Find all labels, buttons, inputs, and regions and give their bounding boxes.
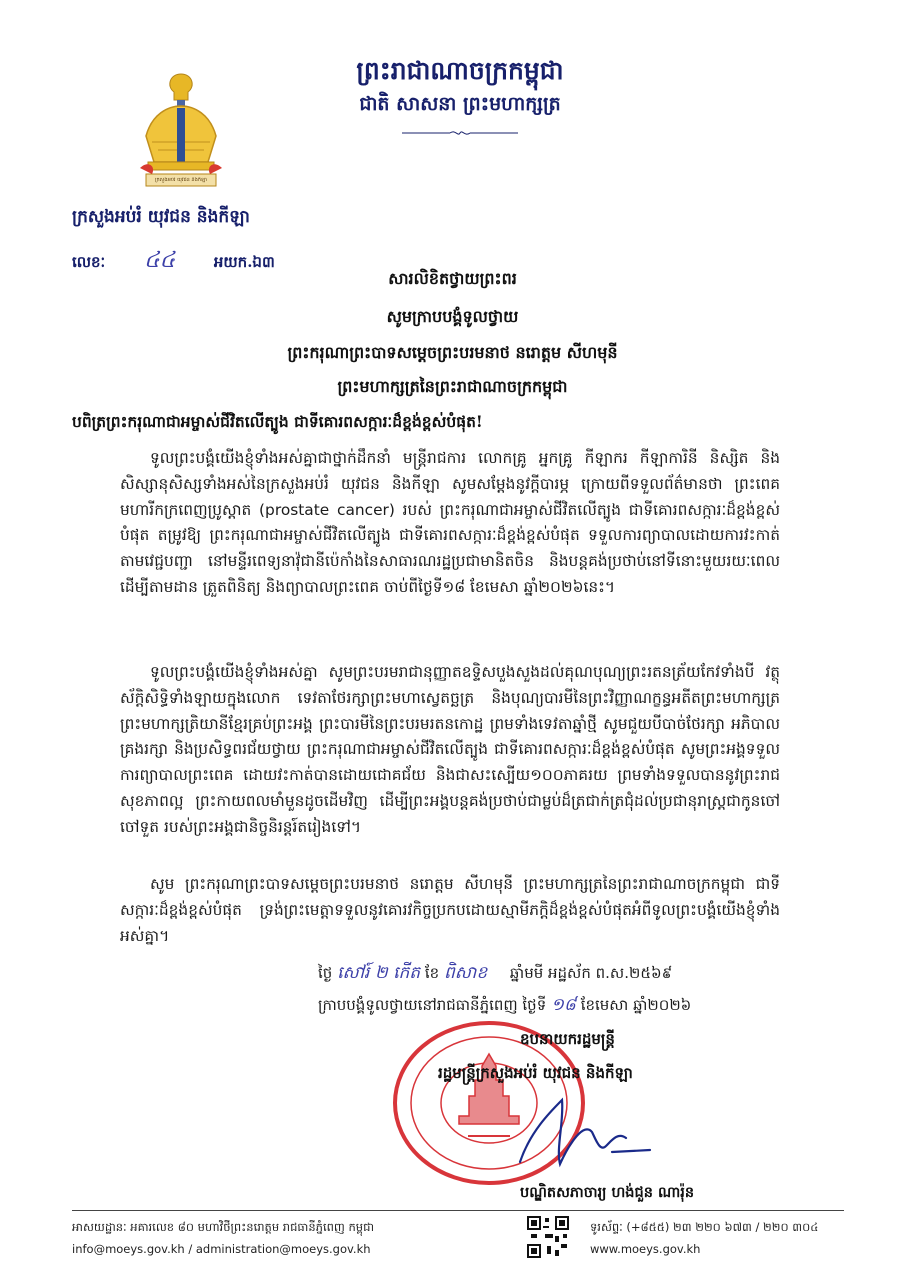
date-handwritten-number: ១៨: [551, 995, 576, 1015]
header-ornament: [400, 122, 520, 130]
ref-label: លេខៈ: [72, 253, 106, 271]
footer-phone: ទូរស័ព្ទៈ (+៨៥៥) ២៣ ២២០ ៦៧៣ / ២២០ ៣០៤: [590, 1220, 819, 1234]
title-line-4: ព្រះមហាក្សត្រនៃព្រះរាជាណាចក្រកម្ពុជា: [337, 377, 568, 396]
emblem-caption: ក្រសួងអប់រំ យុវជន និងកីឡា: [154, 177, 208, 183]
signatory-title-1: ឧបនាយករដ្ឋមន្ត្រី: [520, 1030, 615, 1048]
footer-emails: info@moeys.gov.kh / administration@moeys.gov.kh: [72, 1242, 371, 1256]
date-prefix: ថ្ងៃ: [318, 964, 333, 982]
date-line-gregorian: [318, 994, 691, 1019]
paragraph-2: ទូលព្រះបង្គំយើងខ្ញុំទាំងអស់គ្នា សូមព្រះបរមរាជានុញ្ញាតឧទ្ទិសបួងសួងដល់គុណបុណ្យព្រះរតនត្រ័យកែវទាំងបី វត្ថុស័ក្តិសិទ្ធិទាំងឡាយក្នុងលោក ទេវតាថែរក្សាព្រះមហាស្វេតច្ឆត្រ និងបុណ្យបារមីនៃព្រះវិញ្ញាណក្ខន្ធអតីតព្រះមហាក្សត្រ ព្រះមហាក្សត្រិយានីខ្មែរគ្រប់ព្រះអង្គ ព្រះបារមីនៃព្រះបរមរតនកោដ្ឋ ព្រមទាំងទេវតាឆ្នាំថ្មី សូមជួយបីបាច់ថែរក្សា អភិបាលគ្រងរក្សា និងប្រសិទ្ធពរជ័យថ្វាយ ព្រះករុណាជាអម្ចាស់ជីវិតលើត្បូង ជាទីគោរពសក្ការៈដ៏ខ្ពង់ខ្ពស់បំផុត សូមព្រះអង្គទទួលការព្យាបាលព្រះពេគ ដោយវះកាត់បានដោយជោគជ័យ និងជាសះស្បើយ១០០ភាគរយ ព្រមទាំងទទួលបាននូវព្រះរាជសុខភាពល្អ ព្រះកាយពលមាំមួនដូចដើមវិញ ដើម្បីព្រះអង្គបន្តគង់ប្រថាប់ជាម្លប់ដ៏ត្រជាក់ត្រជុំដល់ប្រជានុរាស្ត្រជាកូនចៅ ចៅទួត របស់ព្រះអង្គជានិច្ចនិរន្តរ៍តរៀងទៅ។: [120, 663, 780, 836]
place-date-prefix: ក្រាបបង្គំទូលថ្វាយនៅរាជធានីភ្នំពេញ ថ្ងៃទី: [318, 996, 547, 1014]
date-year-lunar: ឆ្នាំមមី អដ្ឋស័ក ព.ស.២៥៦៩: [509, 964, 673, 982]
letter-title: សារលិខិតថ្វាយព្រះពរ: [388, 269, 517, 288]
signer-name: បណ្ឌិតសភាចារ្យ ហង់ជួន ណារ៉ុន: [520, 1184, 695, 1201]
footer-divider: [72, 1210, 844, 1211]
qr-code: [527, 1216, 569, 1258]
signatory-title-2: រដ្ឋមន្ត្រីក្រសួងអប់រំ យុវជន និងកីឡា: [438, 1064, 633, 1082]
title-line-2: សូមក្រាបបង្គំទូលថ្វាយ: [386, 307, 519, 326]
motto-heading: ជាតិ សាសនា ព្រះមហាក្សត្រ: [359, 93, 561, 115]
title-line-3: ព្រះករុណាព្រះបាទសម្តេចព្រះបរមនាថ នរោត្តម សីហមុនី: [287, 343, 618, 362]
ref-suffix: អយក.ឯ៣: [213, 253, 275, 271]
ref-number: ៤៤: [143, 248, 176, 273]
footer-address: អាសយដ្ឋានៈ អគារលេខ ៨០ មហាវិថីព្រះនរោត្តម រាជធានីភ្នំពេញ កម្ពុជា: [72, 1220, 375, 1234]
paragraph-1: ទូលព្រះបង្គំយើងខ្ញុំទាំងអស់គ្នាជាថ្នាក់ដឹកនាំ មន្ត្រីរាជការ លោកគ្រូ អ្នកគ្រូ កីឡាករ កីឡាការិនី និស្សិត និងសិស្សានុសិស្សទាំងអស់នៃក្រសួងអប់រំ យុវជន និងកីឡា សូមសម្តែងនូវក្តីបារម្ភ ក្រោយពីទទួលព័ត៌មានថា ព្រះពេគមហារីកក្រពេញប្រូស្តាត (prostate cancer) របស់ ព្រះករុណាជាអម្ចាស់ជីវិតលើត្បូង ជាទីគោរពសក្ការៈដ៏ខ្ពង់ខ្ពស់បំផុត តម្រូវឱ្យ ព្រះករុណាជាអម្ចាស់ជីវិតលើត្បូង ជាទីគោរពសក្ការៈដ៏ខ្ពង់ខ្ពស់បំផុត ទទួលការព្យាបាលដោយការវះកាត់តាមវេជ្ជបញ្ជា នៅមន្ទីរពេទ្យនាវ៉ុជានីប៉េកាំងនៃសាធារណរដ្ឋប្រជាមានិតចិន និងបន្តគង់ប្រថាប់នៅទីនោះមួយរយៈពេល ដើម្បីតាមដាន ត្រួតពិនិត្យ និងព្យាបាលព្រះពេគ ចាប់ពីថ្ងៃទី១៨ ខែមេសា ឆ្នាំ២០២៦នេះ។: [120, 449, 780, 596]
date-line-lunar: [318, 962, 672, 987]
footer-website[interactable]: www.moeys.gov.kh: [590, 1242, 701, 1256]
date-handwritten-month: ពិសាខ: [443, 963, 488, 983]
date-month-label: ខែ: [424, 964, 440, 982]
paragraph-3: សូម ព្រះករុណាព្រះបាទសម្តេចព្រះបរមនាថ នរោត្តម សីហមុនី ព្រះមហាក្សត្រនៃព្រះរាជាណាចក្រកម្ពុជា ជាទីសក្ការៈដ៏ខ្ពង់ខ្ពស់បំផុត ទ្រង់ព្រះមេត្តាទទួលនូវគោរវកិច្ចប្រកបដោយស្មាមីភក្តិដ៏ខ្ពង់ខ្ពស់បំផុតអំពីទូលព្រះបង្គំយើងខ្ញុំទាំងអស់គ្នា។: [120, 875, 780, 945]
handwritten-signature: [500, 1092, 660, 1172]
date-handwritten-day: សៅរ៍ ២ កើត: [337, 963, 421, 983]
ministry-name: ក្រសួងអប់រំ យុវជន និងកីឡា: [72, 207, 250, 227]
kingdom-heading: ព្រះរាជាណាចក្រកម្ពុជា: [356, 56, 564, 85]
salutation: បពិត្រព្រះករុណាជាអម្ចាស់ជីវិតលើត្បូង ជាទីគោរពសក្ការៈដ៏ខ្ពង់ខ្ពស់បំផុត!: [72, 412, 483, 431]
royal-emblem: [138, 70, 224, 192]
date-month-year: ខែមេសា ឆ្នាំ២០២៦: [580, 996, 692, 1014]
